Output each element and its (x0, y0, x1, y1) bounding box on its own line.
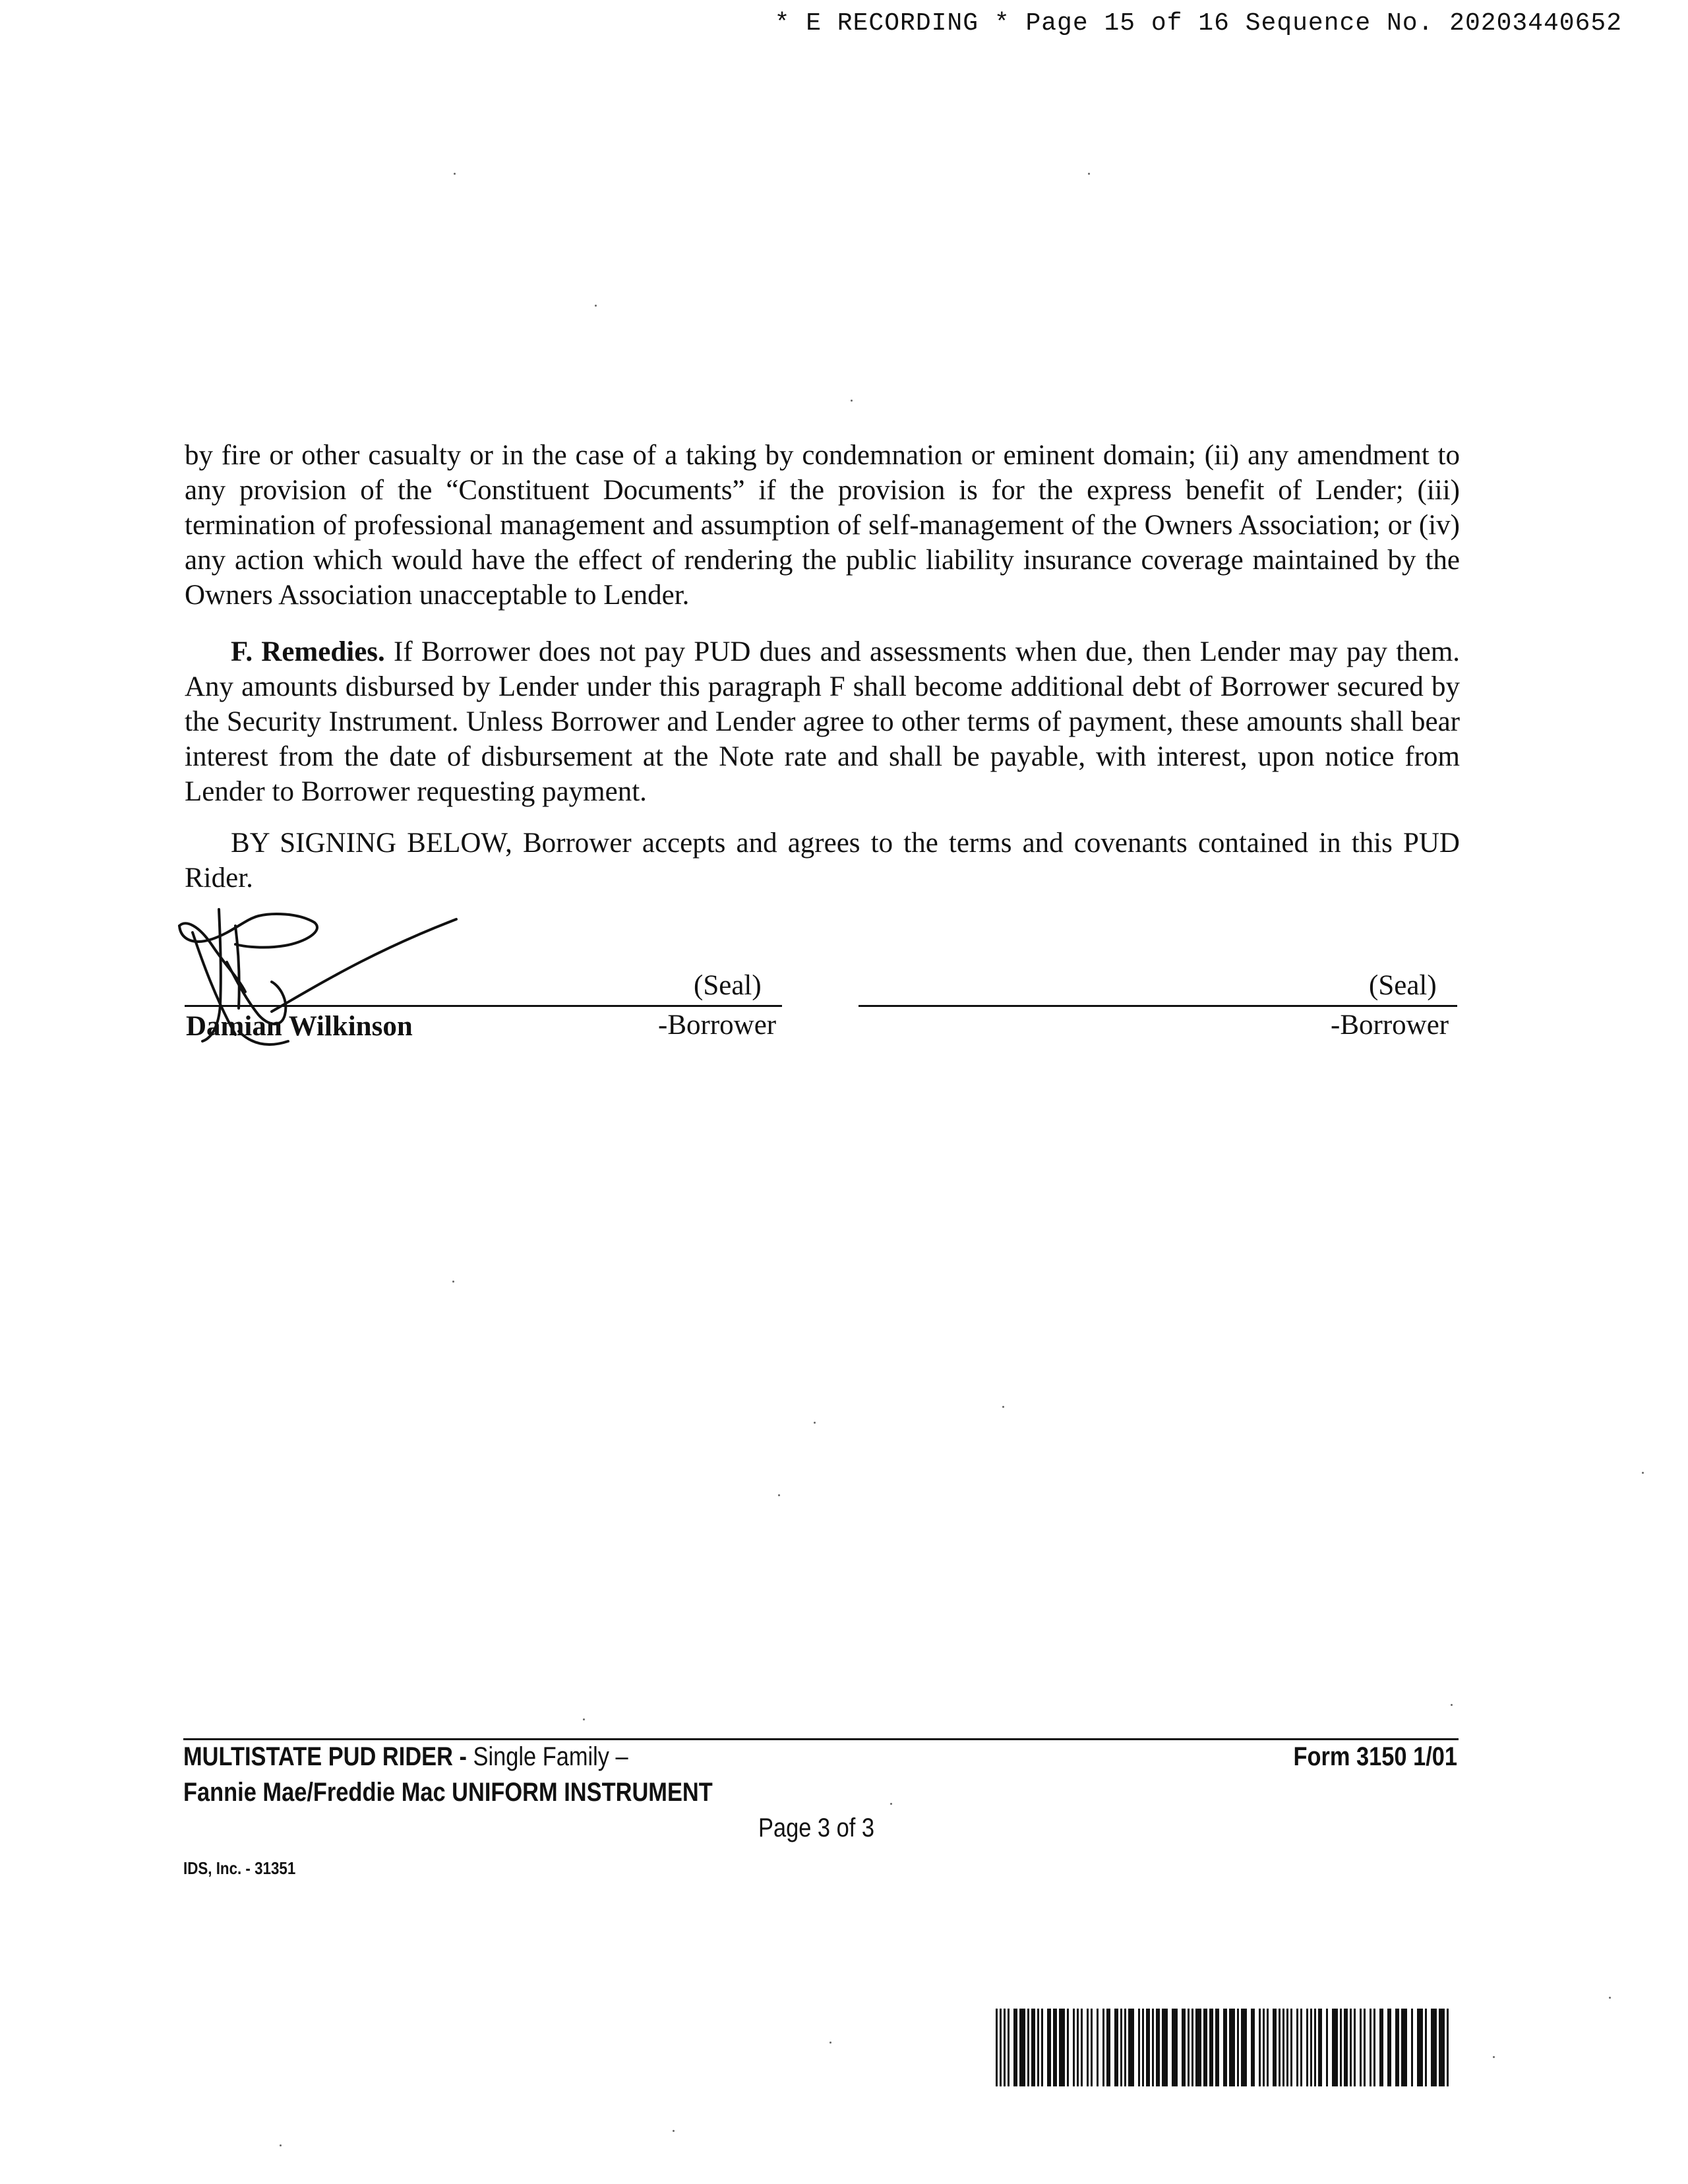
scan-speck (595, 305, 597, 307)
barcode-bar (1047, 2009, 1051, 2086)
scan-speck (890, 1803, 892, 1805)
scan-speck (673, 2130, 675, 2132)
barcode-bar (1306, 2009, 1308, 2086)
barcode-bar (1191, 2009, 1193, 2086)
barcode-bar (1314, 2009, 1316, 2086)
scan-speck (454, 173, 456, 175)
barcode-bar (1120, 2009, 1122, 2086)
remedies-text: If Borrower does not pay PUD dues and assessments when due, then Lender may pay them. Any amounts disbursed by Lender under this paragraph F shall become additional debt of Borrower secured by the Security Instrument. Unless Borrower and Lender agree to other terms of payment, these amounts shall bear interest from the date of disbursement at the Note rate and shall be payable, with interest, upon notice from Lender to Borrower requesting payment. (185, 636, 1461, 807)
barcode-bar (1332, 2009, 1338, 2086)
barcode-bar (1152, 2009, 1154, 2086)
barcode-bar (1411, 2009, 1413, 2086)
barcode (996, 2009, 1455, 2086)
barcode-bar (1310, 2009, 1312, 2086)
form-number: Form 3150 1/01 (1293, 1742, 1457, 1771)
scan-speck (829, 2042, 831, 2044)
barcode-bar (1156, 2009, 1160, 2086)
scan-speck (1493, 2056, 1495, 2058)
barcode-bar (1146, 2009, 1150, 2086)
scan-speck (1002, 1406, 1004, 1408)
barcode-bar (1373, 2009, 1375, 2086)
scan-speck (778, 1494, 780, 1496)
barcode-bar (1350, 2009, 1352, 2086)
barcode-bar (996, 2009, 998, 2086)
barcode-bar (1172, 2009, 1178, 2086)
barcode-bar (1142, 2009, 1144, 2086)
barcode-bar (1439, 2009, 1445, 2086)
signing-statement-text: BY SIGNING BELOW, Borrower accepts and agrees to the terms and covenants contained in this PUD Rider. (185, 828, 1460, 894)
form-subtitle: Fannie Mae/Freddie Mac UNIFORM INSTRUMENT (183, 1778, 713, 1807)
barcode-bar (1360, 2009, 1362, 2086)
barcode-bar (1282, 2009, 1284, 2086)
barcode-bar (1379, 2009, 1383, 2086)
barcode-bar (1318, 2009, 1322, 2086)
barcode-bar (1027, 2009, 1029, 2086)
barcode-bar (1067, 2009, 1069, 2086)
barcode-bar (1000, 2009, 1002, 2086)
barcode-bar (1209, 2009, 1213, 2086)
barcode-bar (1340, 2009, 1342, 2086)
scan-speck (280, 2144, 282, 2146)
barcode-bar (1091, 2009, 1093, 2086)
barcode-bar (1267, 2009, 1269, 2086)
barcode-bar (1102, 2009, 1104, 2086)
barcode-bar (1286, 2009, 1288, 2086)
barcode-bar (1354, 2009, 1356, 2086)
barcode-bar (1215, 2009, 1219, 2086)
form-title-bold: MULTISTATE PUD RIDER - (183, 1742, 467, 1771)
signer-name: Damian Wilkinson (186, 1011, 413, 1042)
barcode-bar (1344, 2009, 1348, 2086)
barcode-bar (1031, 2009, 1035, 2086)
page-number: Page 3 of 3 (758, 1813, 874, 1842)
barcode-bar (1401, 2009, 1407, 2086)
scan-speck (1451, 1704, 1453, 1706)
barcode-bar (1195, 2009, 1201, 2086)
form-title (183, 1742, 628, 1772)
footer-divider (183, 1738, 1459, 1740)
barcode-bar (1114, 2009, 1118, 2086)
remedies-paragraph (185, 634, 1460, 809)
barcode-bar (1447, 2009, 1449, 2086)
role-label-borrower-1: -Borrower (658, 1010, 777, 1041)
barcode-bar (1251, 2009, 1255, 2086)
barcode-bar (1290, 2009, 1292, 2086)
barcode-bar (1395, 2009, 1399, 2086)
vendor-id: IDS, Inc. - 31351 (183, 1858, 296, 1878)
paragraph-continuation (185, 438, 1460, 613)
barcode-bar (1296, 2009, 1298, 2086)
seal-label-borrower-1: (Seal) (694, 970, 762, 1001)
barcode-bar (1162, 2009, 1168, 2086)
scan-speck (814, 1422, 816, 1424)
barcode-bar (1128, 2009, 1134, 2086)
barcode-bar (1431, 2009, 1437, 2086)
seal-label-borrower-2: (Seal) (1369, 970, 1437, 1001)
scan-speck (583, 1718, 585, 1720)
barcode-bar (1059, 2009, 1065, 2086)
barcode-bar (1013, 2009, 1017, 2086)
barcode-bar (1138, 2009, 1140, 2086)
recording-stamp: * E RECORDING * Page 15 of 16 Sequence No. 20203440652 (774, 9, 1622, 38)
barcode-bar (1259, 2009, 1261, 2086)
barcode-bar (1387, 2009, 1391, 2086)
barcode-bar (1237, 2009, 1239, 2086)
barcode-bar (1182, 2009, 1186, 2086)
barcode-bar (1106, 2009, 1110, 2086)
barcode-bar (1263, 2009, 1265, 2086)
barcode-bar (1004, 2009, 1006, 2086)
barcode-bar (1241, 2009, 1247, 2086)
barcode-bar (1077, 2009, 1079, 2086)
scan-speck (1088, 173, 1090, 175)
barcode-bar (1203, 2009, 1207, 2086)
barcode-bar (1370, 2009, 1372, 2086)
barcode-bar (1279, 2009, 1281, 2086)
barcode-bar (1229, 2009, 1235, 2086)
signing-statement (185, 826, 1460, 895)
barcode-bar (1417, 2009, 1423, 2086)
barcode-bar (1124, 2009, 1126, 2086)
form-title-rest: Single Family – (466, 1742, 628, 1771)
barcode-bar (1326, 2009, 1328, 2086)
barcode-bar (1073, 2009, 1075, 2086)
remedies-heading: F. Remedies. (231, 636, 385, 667)
barcode-bar (1188, 2009, 1190, 2086)
scan-speck (851, 400, 853, 402)
barcode-bar (1008, 2009, 1010, 2086)
barcode-bar (1041, 2009, 1043, 2086)
signature-line-borrower-2 (859, 1005, 1457, 1007)
paragraph-continuation-text: by fire or other casualty or in the case of a taking by condemnation or eminent domain; (ii) any amendment to any provision of the “Constituent Documents” if the provision is for the express benefit of Lender; (iii) termination of professional management and assumption of self-management of the Owners Association; or (iv) any action which would have the effect of rendering the public liability insurance coverage maintained by the Owners Association unacceptable to Lender. (185, 440, 1460, 611)
barcode-bar (1223, 2009, 1227, 2086)
barcode-bar (1037, 2009, 1039, 2086)
barcode-bar (1053, 2009, 1057, 2086)
scan-speck (1642, 1472, 1644, 1474)
barcode-bar (1019, 2009, 1025, 2086)
signature-line-borrower-1 (185, 1005, 782, 1007)
barcode-bar (1273, 2009, 1277, 2086)
barcode-bar (1425, 2009, 1427, 2086)
barcode-bar (1364, 2009, 1366, 2086)
barcode-bar (1300, 2009, 1302, 2086)
scan-speck (452, 1281, 454, 1283)
scan-speck (1609, 1997, 1611, 1999)
barcode-bar (1087, 2009, 1089, 2086)
role-label-borrower-2: -Borrower (1331, 1010, 1449, 1041)
barcode-bar (1097, 2009, 1099, 2086)
barcode-bar (1081, 2009, 1083, 2086)
